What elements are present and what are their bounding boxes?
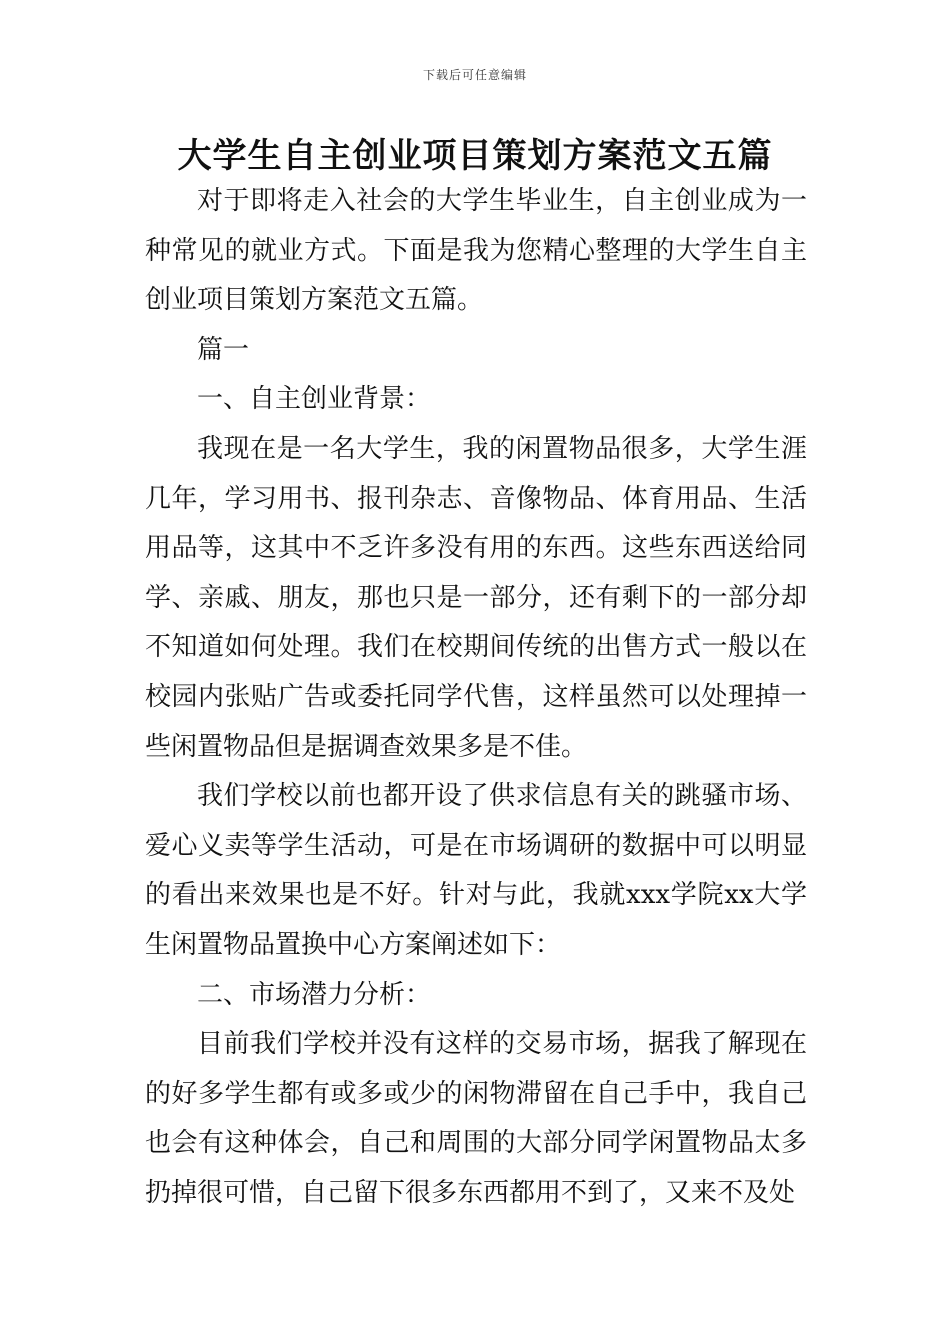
section-label-part-one: 篇一 [197,334,250,365]
section-heading-background: 一、自主创业背景： [197,384,432,415]
body-paragraph: 我们学校以前也都开设了供求信息有关的跳骚市场、爱心义卖等学生活动，可是在市场调研的数据中可以明显的看出来效果也是不好。针对与此，我就xxx学院xx大学生闲置物品置换中心方案阐述如下： [145,781,807,960]
document-body [145,177,807,1218]
body-paragraph: 我现在是一名大学生，我的闲置物品很多，大学生涯几年，学习用书、报刊杂志、音像物品、体育用品、生活用品等，这其中不乏许多没有用的东西。这些东西送给同学、亲戚、朋友，那也只是一部分，还有剩下的一部分却不知道如何处理。我们在校期间传统的出售方式一般以在校园内张贴广告或委托同学代售，这样虽然可以处理掉一些闲置物品但是据调查效果多是不佳。 [145,433,807,762]
body-paragraph: 目前我们学校并没有这样的交易市场，据我了解现在的好多学生都有或多或少的闲物滞留在自己手中，我自己也会有这种体会，自己和周围的大部分同学闲置物品太多扔掉很可惜，自己留下很多东西都用不到了，又来不及处 [145,1029,807,1208]
document-title: 大学生自主创业项目策划方案范文五篇 [177,136,773,176]
intro-paragraph: 对于即将走入社会的大学生毕业生，自主创业成为一种常见的就业方式。下面是我为您精心整理的大学生自主创业项目策划方案范文五篇。 [145,186,807,316]
section-heading-market-analysis: 二、市场潜力分析： [197,979,432,1010]
header-note: 下载后可任意编辑 [422,68,527,82]
